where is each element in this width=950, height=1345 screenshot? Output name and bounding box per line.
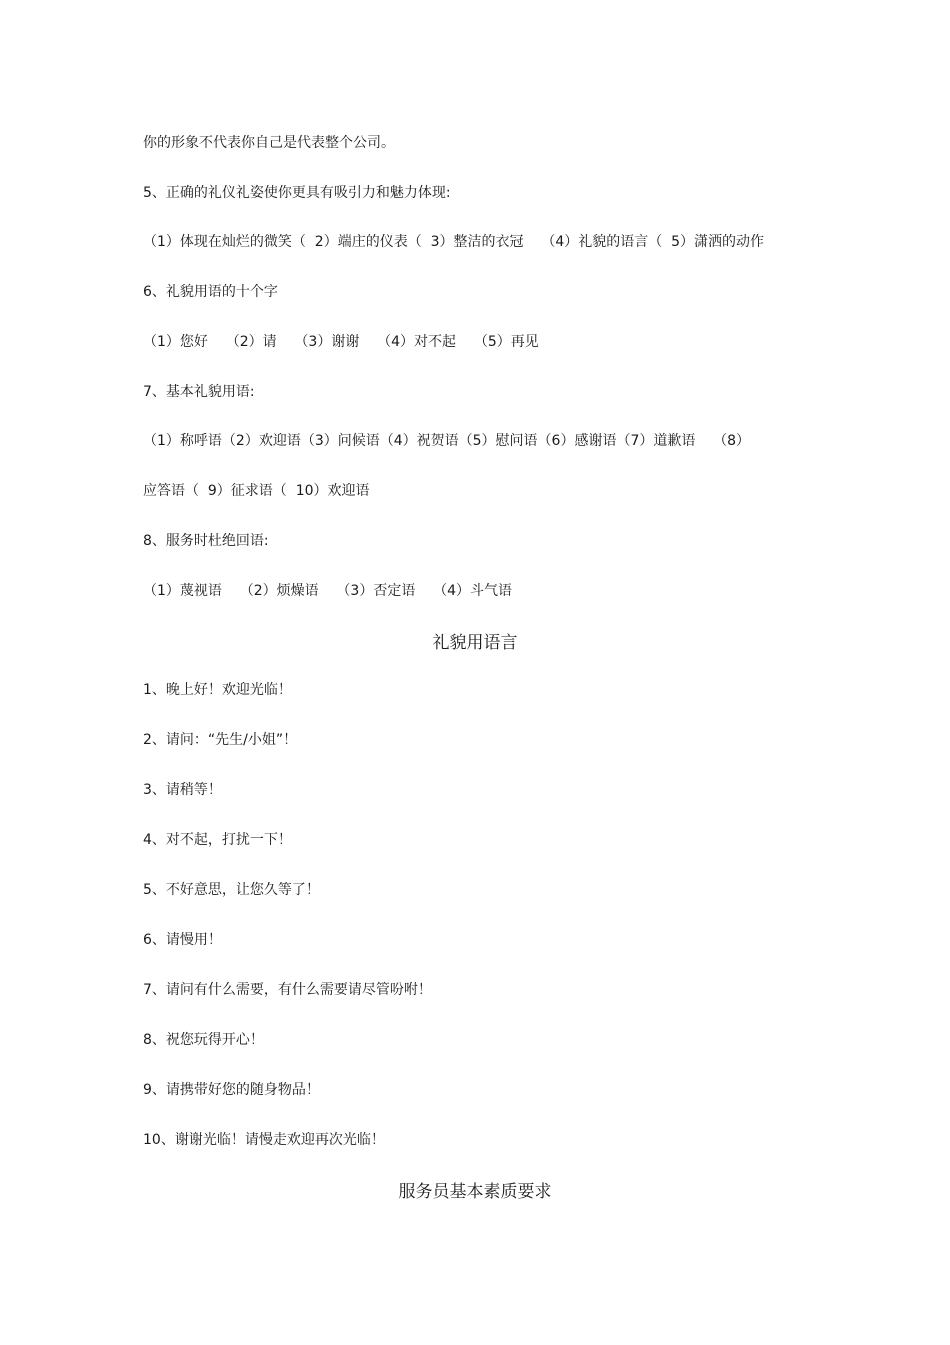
phrase-item: 6、请慢用！ [143,932,222,948]
item-5-etiquette-title: 5、正确的礼仪礼姿使你更具有吸引力和魅力体现: [143,185,451,201]
phrase-item: 9、请携带好您的随身物品！ [143,1082,320,1098]
section-heading-waiter-requirements: 服务员基本素质要求 [398,1182,552,1202]
item-8-forbidden-title: 8、服务时杜绝回语: [143,533,269,549]
paragraph-image-statement: 你的形象不代表你自己是代表整个公司。 [143,135,395,151]
item-5-etiquette-list: （1）体现在灿烂的微笑（ 2）端庄的仪表（ 3）整洁的衣冠 （4）礼貌的语言（ 5）潇洒的动作 [143,234,765,250]
item-7-basic-phrases-title: 7、基本礼貌用语: [143,384,255,400]
item-7-basic-phrases-list-b: 应答语（ 9）征求语（ 10）欢迎语 [143,483,370,499]
item-7-basic-phrases-list-a: （1）称呼语（2）欢迎语（3）问候语（4）祝贺语（5）慰问语（6）感谢语（7）道歉语 （8） [143,433,751,449]
phrase-item: 7、请问有什么需要，有什么需要请尽管吩咐！ [143,982,432,998]
phrase-item: 1、晚上好！欢迎光临！ [143,682,292,698]
item-8-forbidden-list: （1）蔑视语 （2）烦燥语 （3）否定语 （4）斗气语 [143,583,513,599]
item-6-ten-words-title: 6、礼貌用语的十个字 [143,284,278,300]
phrase-item: 8、祝您玩得开心！ [143,1032,264,1048]
phrase-item: 4、对不起，打扰一下！ [143,832,292,848]
phrase-item: 2、请问：“先生/小姐”！ [143,732,298,748]
phrase-item: 10、谢谢光临！请慢走欢迎再次光临！ [143,1132,385,1148]
section-heading-polite-language: 礼貌用语言 [432,633,518,653]
phrase-item: 3、请稍等！ [143,782,222,798]
item-6-ten-words-list: （1）您好 （2）请 （3）谢谢 （4）对不起 （5）再见 [143,334,539,350]
phrase-item: 5、不好意思，让您久等了！ [143,882,320,898]
